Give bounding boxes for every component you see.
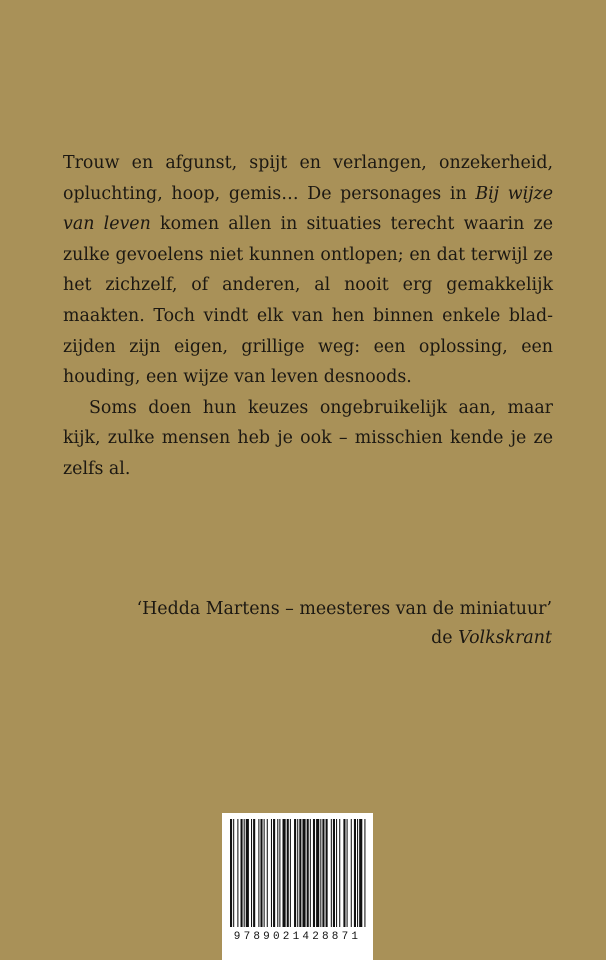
blurb-text: komen allen in situaties terecht waarin ze zulke gevoelens niet kunnen ontlopen; en dat terwijl ze het zichzelf, of anderen, al nooit erg gemakkelijk maakten. Toch vindt elk van hen binnen enkele bladzijden zijn eigen, grillige weg: een oplossing, een houding, een wijze van leven desnoods. [63,214,553,388]
review-quote: ‘Hedda Martens – meesteres van de miniatuur’ [136,599,552,619]
blurb-paragraph-2: Soms doen hun keuzes ongebruikelijk aan, maar kijk, zulke mensen heb je ook – misschien kende je ze zelfs al. [63,397,553,479]
back-cover-blurb [63,148,553,485]
book-title: Bij wijze van leven [63,183,553,235]
isbn-barcode [222,813,373,960]
blurb-paragraph-1 [63,148,553,393]
blurb-text: Trouw en afgunst, spijt en verlangen, onzekerheid, opluchting, hoop, gemis… De personages in [63,153,553,204]
review-quote-block [92,595,552,653]
newspaper-name: Volkskrant [458,628,552,648]
review-source: de Volkskrant [431,628,552,648]
isbn-number: 9789021428871 [233,931,362,943]
